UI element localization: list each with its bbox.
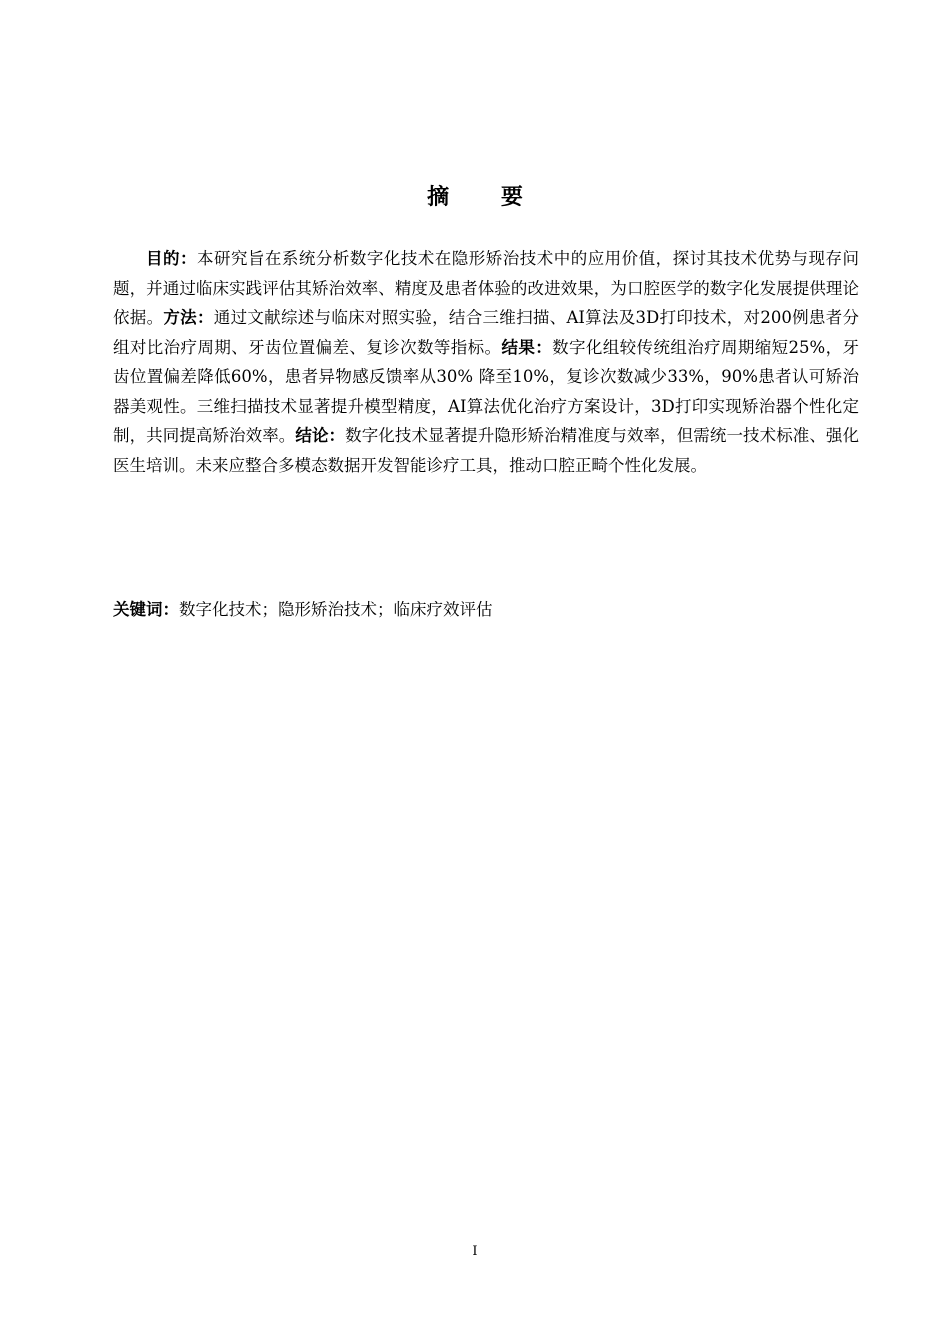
page-title: 摘 要: [427, 184, 545, 210]
result-label: 结果：: [501, 337, 553, 357]
method-text: 通过文献综述与临床对照实验，结合三维扫描、AI算法及3D打印技术，对200例患者分组对比治疗周期、牙齿位置偏差、复诊次数等指标。: [113, 308, 860, 357]
conclusion-text: 数字化技术显著提升隐形矫治精准度与效率，但需统一技术标准、强化医生培训。未来应整合多模态数据开发智能诊疗工具，推动口腔正畸个性化发展。: [113, 426, 860, 475]
method-label: 方法：: [163, 308, 214, 327]
purpose-text: 本研究旨在系统分析数字化技术在隐形矫治技术中的应用价值，探讨其技术优势与现存问题，并通过临床实践评估其矫治效率、精度及患者体验的改进效果，为口腔医学的数字化发展提供理论依据。: [113, 249, 860, 327]
result-text: 数字化组较传统组治疗周期缩短25%，牙齿位置偏差降低60%，患者异物感反馈率从30% 降至10%，复诊次数减少33%，90%患者认可矫治器美观性。三维扫描技术显著提升模型精度，AI算法优化治疗方案设计，3D打印实现矫治器个性化定制，共同提高矫治效率。: [113, 337, 859, 445]
keywords-line: [113, 595, 859, 625]
page-number: I: [472, 1244, 478, 1259]
abstract-paragraph: [113, 244, 859, 480]
conclusion-label: 结论：: [295, 426, 346, 445]
keywords-label: 关键词：: [113, 600, 179, 619]
purpose-label: 目的：: [146, 249, 197, 268]
keywords-items: 数字化技术；隐形矫治技术；临床疗效评估: [179, 600, 493, 619]
